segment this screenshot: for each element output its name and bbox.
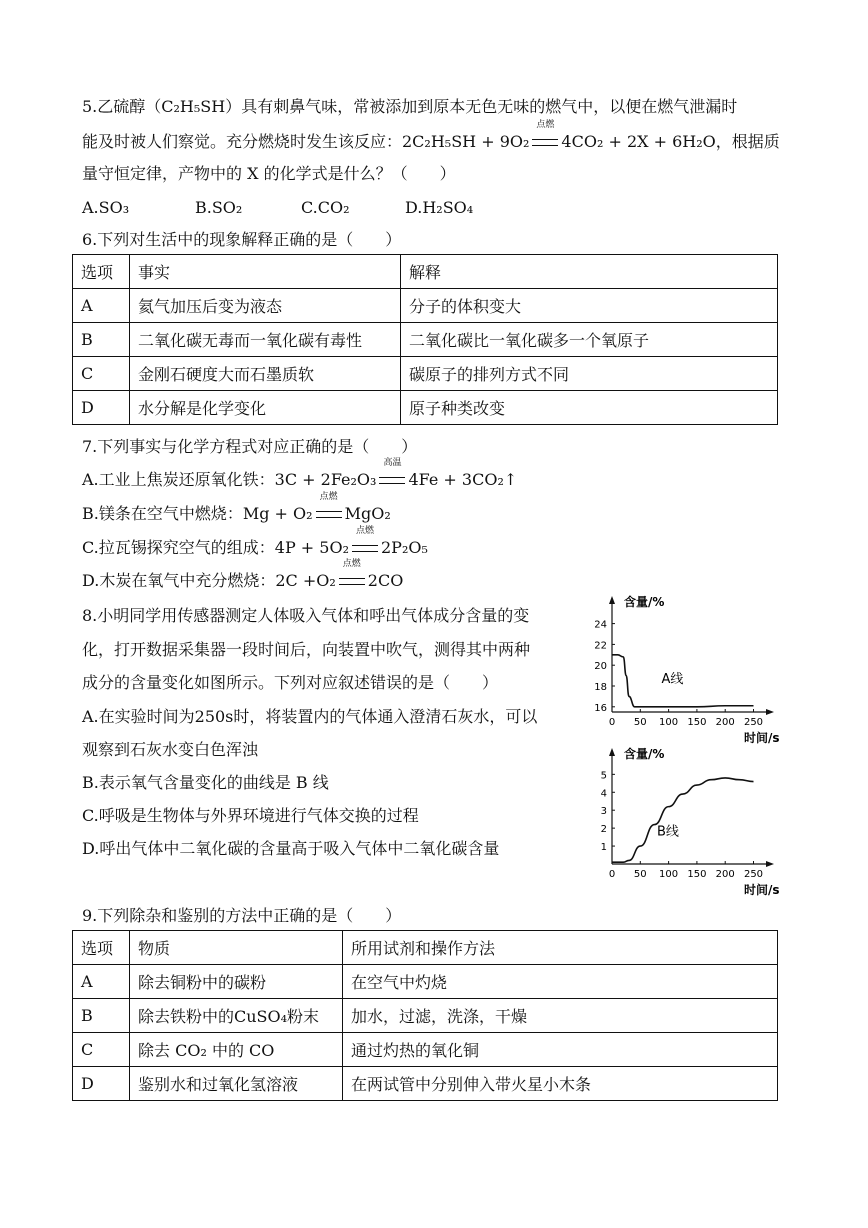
q8-option-a-line2: 观察到石灰水变白色浑浊 [82, 740, 259, 759]
table-header-cell: 所用试剂和操作方法 [343, 931, 778, 965]
x-tick-label: 250 [743, 869, 764, 880]
table-cell: A [73, 289, 130, 323]
q7-a-pre: A.工业上焦炭还原氧化铁：3C + 2Fe₂O₃ [82, 470, 377, 489]
table-row [73, 999, 778, 1033]
x-tick-label: 250 [743, 717, 764, 728]
table-cell: 碳原子的排列方式不同 [401, 357, 778, 391]
q7-b-post: MgO₂ [344, 504, 391, 523]
x-tick-label: 200 [715, 869, 735, 880]
q8-option-b: B.表示氧气含量变化的曲线是 B 线 [82, 773, 329, 792]
q7-a-post: 4Fe + 3CO₂↑ [408, 470, 518, 489]
q5-line2 [82, 120, 780, 152]
reaction-arrow [532, 120, 558, 152]
q6-stem: 6.下列对生活中的现象解释正确的是（ ） [82, 230, 402, 249]
chart-a [590, 594, 790, 744]
q8-option-c: C.呼吸是生物体与外界环境进行气体交换的过程 [82, 806, 419, 825]
x-axis-label: 时间/s [744, 731, 780, 744]
table-cell: 原子种类改变 [401, 391, 778, 425]
table-cell: C [73, 1033, 130, 1067]
x-tick-label: 200 [715, 717, 735, 728]
reaction-condition: 点燃 [319, 492, 338, 502]
q7-c-pre: C.拉瓦锡探究空气的组成：4P + 5O₂ [82, 538, 349, 557]
table-cell: D [73, 1067, 130, 1101]
table-cell: 分子的体积变大 [401, 289, 778, 323]
reaction-arrow [379, 458, 405, 490]
q8-option-d: D.呼出气体中二氧化碳的含量高于吸入气体中二氧化碳含量 [82, 839, 500, 858]
table-cell: 金刚石硬度大而石墨质软 [130, 357, 401, 391]
series-label: A线 [661, 671, 684, 687]
y-axis-label: 含量/% [624, 595, 665, 609]
x-axis-label: 时间/s [744, 883, 780, 897]
y-tick-label: 4 [600, 788, 607, 800]
q8-line2: 化，打开数据采集器一段时间后，向装置中吹气，测得其中两种 [82, 640, 531, 659]
x-axis-arrow [766, 861, 774, 867]
x-tick-label: 150 [687, 717, 707, 728]
table-row [73, 289, 778, 323]
y-axis-arrow [609, 596, 615, 604]
y-axis-arrow [609, 748, 615, 756]
q7-option-c [82, 526, 428, 558]
reaction-condition: 点燃 [536, 120, 555, 130]
chart-b [590, 738, 790, 900]
table-cell: 二氧化碳无毒而一氧化碳有毒性 [130, 323, 401, 357]
y-tick-label: 2 [600, 824, 607, 836]
q9-stem: 9.下列除杂和鉴别的方法中正确的是（ ） [82, 906, 402, 925]
table-cell: 除去铜粉中的碳粉 [130, 965, 343, 999]
q5-option-b: B.SO₂ [195, 198, 243, 217]
table-cell: 水分解是化学变化 [130, 391, 401, 425]
q7-option-a [82, 458, 518, 490]
table-row [73, 357, 778, 391]
y-axis-label: 含量/% [624, 747, 665, 761]
table-row [73, 1033, 778, 1067]
table-cell: 在空气中灼烧 [343, 965, 778, 999]
table-cell: 二氧化碳比一氧化碳多一个氧原子 [401, 323, 778, 357]
y-tick-label: 18 [594, 682, 607, 693]
q6-table [72, 254, 778, 425]
x-tick-label: 150 [687, 869, 707, 880]
table-cell: 氦气加压后变为液态 [130, 289, 401, 323]
table-cell: 除去铁粉中的CuSO₄粉末 [130, 999, 343, 1033]
q5-line1: 5.乙硫醇（C₂H₅SH）具有刺鼻气味，常被添加到原本无色无味的燃气中，以便在燃气泄漏时 [82, 97, 738, 116]
q7-d-pre: D.木炭在氧气中充分燃烧：2C +O₂ [82, 571, 336, 590]
q5-options [82, 198, 473, 218]
q7-option-b [82, 492, 391, 524]
q5-line2-pre: 能及时被人们察觉。充分燃烧时发生该反应：2C₂H₅SH + 9O₂ [82, 132, 530, 151]
reaction-arrow [339, 559, 365, 591]
y-tick-label: 5 [600, 770, 607, 782]
x-tick-label: 100 [659, 717, 679, 728]
y-tick-label: 24 [594, 619, 607, 631]
table-row [73, 323, 778, 357]
table-cell: 在两试管中分别伸入带火星小木条 [343, 1067, 778, 1101]
table-header-cell: 解释 [401, 255, 778, 289]
q7-stem: 7.下列事实与化学方程式对应正确的是（ ） [82, 437, 418, 456]
table-row [73, 1067, 778, 1101]
series-line [612, 778, 754, 862]
x-tick-label: 50 [633, 869, 647, 880]
table-header-cell: 事实 [130, 255, 401, 289]
x-tick-label: 50 [633, 717, 647, 728]
q8-line3: 成分的含量变化如图所示。下列对应叙述错误的是（ ） [82, 673, 499, 692]
y-tick-label: 1 [600, 842, 607, 854]
table-row [73, 965, 778, 999]
q9-table [72, 930, 778, 1101]
table-cell: 除去 CO₂ 中的 CO [130, 1033, 343, 1067]
y-tick-label: 22 [594, 640, 607, 652]
q7-option-d [82, 559, 404, 591]
table-header-row [73, 931, 778, 965]
table-cell: D [73, 391, 130, 425]
reaction-condition: 高温 [383, 458, 402, 468]
q7-b-pre: B.镁条在空气中燃烧：Mg + O₂ [82, 504, 313, 523]
table-cell: 加水，过滤，洗涤，干燥 [343, 999, 778, 1033]
table-row [73, 391, 778, 425]
table-cell: B [73, 999, 130, 1033]
q5-line3: 量守恒定律，产物中的 X 的化学式是什么？（ ） [82, 164, 456, 183]
q8-option-a-line1: A.在实验时间为250s时，将装置内的气体通入澄清石灰水，可以 [82, 707, 538, 726]
table-header-cell: 选项 [73, 255, 130, 289]
table-cell: C [73, 357, 130, 391]
y-tick-label: 20 [594, 661, 607, 673]
reaction-arrow [352, 526, 378, 558]
table-cell: 鉴别水和过氧化氢溶液 [130, 1067, 343, 1101]
table-header-row [73, 255, 778, 289]
q8-line1: 8.小明同学用传感器测定人体吸入气体和呼出气体成分含量的变 [82, 606, 530, 625]
table-header-cell: 选项 [73, 931, 130, 965]
y-tick-label: 16 [594, 702, 607, 714]
q5-option-c: C.CO₂ [301, 198, 350, 217]
x-axis-arrow [766, 709, 774, 715]
q5-option-a: A.SO₃ [82, 198, 130, 217]
reaction-arrow [316, 492, 342, 524]
series-label: B线 [657, 824, 679, 840]
table-cell: B [73, 323, 130, 357]
x-tick-label: 0 [608, 717, 616, 728]
table-cell: A [73, 965, 130, 999]
reaction-condition: 点燃 [355, 526, 374, 536]
table-cell: 通过灼热的氧化铜 [343, 1033, 778, 1067]
q5-option-d: D.H₂SO₄ [405, 198, 474, 217]
reaction-condition: 点燃 [342, 559, 361, 569]
x-tick-label: 0 [608, 869, 616, 880]
q7-d-post: 2CO [367, 571, 404, 590]
y-tick-label: 3 [600, 806, 607, 818]
x-tick-label: 100 [659, 869, 679, 880]
q7-c-post: 2P₂O₅ [381, 538, 428, 557]
table-header-cell: 物质 [130, 931, 343, 965]
q5-line2-post: 4CO₂ + 2X + 6H₂O，根据质 [561, 132, 780, 151]
